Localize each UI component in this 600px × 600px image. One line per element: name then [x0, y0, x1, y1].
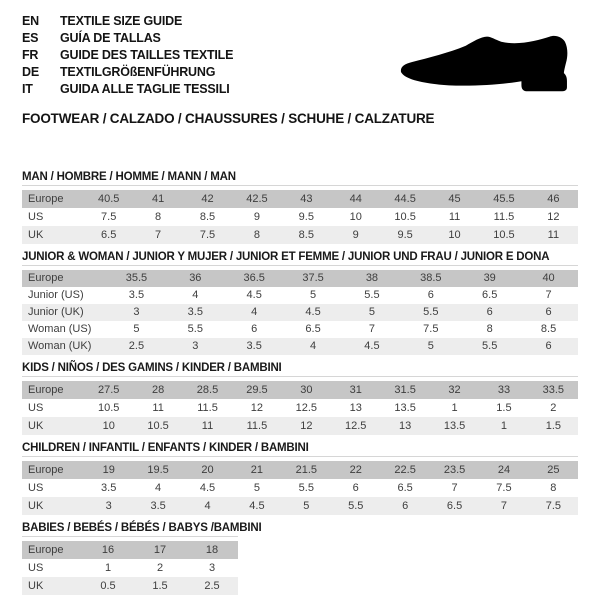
- size-cell: 4: [192, 289, 199, 301]
- size-cell: 6: [251, 323, 258, 335]
- language-code: IT: [22, 82, 33, 96]
- table-row-us: [22, 479, 578, 497]
- size-cell: 8.5: [199, 211, 216, 223]
- section-divider: [22, 536, 238, 537]
- size-cell: 12.5: [345, 420, 367, 432]
- size-cell: 10: [448, 229, 461, 241]
- size-cell: 31: [349, 384, 362, 396]
- size-cell: 22.5: [394, 464, 416, 476]
- size-cell: 5.5: [298, 482, 314, 494]
- row-label: Woman (UK): [28, 340, 92, 352]
- size-cell: 1: [104, 562, 112, 574]
- junior-woman-size-table: [22, 270, 578, 355]
- size-cell: 9.5: [397, 229, 413, 241]
- size-cell: 7: [368, 323, 375, 335]
- row-label: US: [28, 482, 44, 494]
- table-row-europe: [22, 381, 578, 399]
- size-cell: 10: [349, 211, 362, 223]
- language-label: GUIDA ALLE TAGLIE TESSILI: [60, 82, 230, 96]
- table-row-us: [22, 399, 578, 417]
- row-label: Europe: [28, 272, 64, 284]
- size-cell: 42.5: [246, 193, 268, 205]
- size-cell: 8.5: [540, 323, 557, 335]
- size-cell: 10.5: [147, 420, 169, 432]
- size-cell: 12: [250, 402, 264, 414]
- size-cell: 43: [300, 193, 313, 205]
- size-cell: 11: [201, 420, 214, 432]
- row-label: US: [28, 211, 44, 223]
- size-cell: 5.5: [348, 500, 364, 512]
- size-cell: 5: [133, 323, 140, 335]
- size-cell: 11: [152, 402, 164, 414]
- size-cell: 18: [205, 544, 219, 556]
- size-cell: 17: [153, 544, 167, 556]
- size-cell: 6: [545, 306, 552, 318]
- table-row-europe: [22, 270, 578, 287]
- size-cell: 3.5: [246, 340, 262, 352]
- size-cell: 8: [486, 323, 493, 335]
- size-cell: 2.5: [128, 340, 145, 352]
- man-size-table: [22, 190, 578, 244]
- section-divider: [22, 265, 578, 266]
- table-row-woman-uk: [22, 338, 578, 355]
- section-divider: [22, 376, 578, 377]
- size-cell: 3: [208, 562, 216, 574]
- size-cell: 39: [483, 272, 496, 284]
- size-cell: 11.5: [493, 211, 515, 223]
- section-kids: [22, 362, 578, 435]
- section-title: JUNIOR & WOMAN / JUNIOR Y MUJER / JUNIOR ET FEMME / JUNIOR UND FRAU / JUNIOR E DONA: [22, 251, 550, 263]
- size-cell: 13: [349, 402, 362, 414]
- row-label: Europe: [28, 193, 64, 205]
- size-cell: 9: [253, 211, 260, 223]
- size-cell: 3.5: [187, 306, 203, 318]
- size-cell: 21.5: [295, 464, 318, 476]
- size-cell: 38.5: [420, 272, 442, 284]
- size-cell: 45: [448, 193, 461, 205]
- size-cell: 16: [101, 544, 115, 556]
- size-cell: 10: [102, 420, 115, 432]
- size-cell: 11.5: [246, 420, 268, 432]
- row-label: Junior (US): [28, 289, 84, 301]
- size-cell: 3.5: [128, 289, 145, 301]
- size-cell: 4: [251, 306, 258, 318]
- language-label: TEXTILGRÖßENFÜHRUNG: [60, 65, 216, 79]
- row-label: UK: [28, 420, 44, 432]
- size-cell: 4.5: [364, 340, 380, 352]
- babies-size-table: [22, 541, 238, 595]
- language-code: DE: [22, 65, 39, 79]
- row-label: UK: [28, 500, 44, 512]
- size-cell: 9: [352, 229, 359, 241]
- section-title: BABIES / BEBÉS / BÉBÉS / BABYS /BAMBINI: [22, 522, 262, 534]
- table-row-junior-uk: [22, 304, 578, 321]
- size-cell: 6: [352, 482, 359, 494]
- size-cell: 27.5: [97, 384, 120, 396]
- size-cell: 12: [300, 420, 313, 432]
- size-cell: 5: [310, 289, 317, 301]
- size-cell: 35.5: [125, 272, 148, 284]
- size-cell: 7: [545, 289, 552, 301]
- size-cell: 6: [486, 306, 493, 318]
- size-cell: 7.5: [496, 482, 512, 494]
- size-cell: 6.5: [446, 500, 463, 512]
- size-cell: 36.5: [243, 272, 265, 284]
- size-cell: 7.5: [101, 211, 117, 223]
- row-label: Europe: [28, 544, 64, 556]
- size-cell: 7: [500, 500, 508, 512]
- table-row-europe: [22, 190, 578, 208]
- language-code: EN: [22, 14, 39, 28]
- table-row-uk: [22, 417, 578, 435]
- section-divider: [22, 185, 578, 186]
- size-cell: 0.5: [100, 580, 116, 592]
- table-row-us: [22, 559, 238, 577]
- size-cell: 6.5: [397, 482, 413, 494]
- size-cell: 7.5: [199, 229, 216, 241]
- size-cell: 32: [448, 384, 461, 396]
- size-cell: 9.5: [298, 211, 314, 223]
- row-label: UK: [28, 580, 44, 592]
- size-cell: 25: [547, 464, 560, 476]
- language-code: FR: [22, 48, 39, 62]
- size-cell: 28.5: [196, 384, 219, 396]
- language-label: GUIDE DES TAILLES TEXTILE: [60, 48, 234, 62]
- size-cell: 7: [155, 229, 162, 241]
- size-cell: 21: [250, 464, 264, 476]
- size-cell: 29.5: [246, 384, 268, 396]
- dress-shoe-icon: [398, 34, 570, 96]
- size-cell: 2: [156, 562, 164, 574]
- size-cell: 5: [253, 482, 260, 494]
- table-row-uk: [22, 226, 578, 244]
- language-label: TEXTILE SIZE GUIDE: [60, 14, 183, 28]
- table-row-us: [22, 208, 578, 226]
- size-cell: 10.5: [97, 402, 120, 414]
- table-row-uk: [22, 497, 578, 515]
- size-cell: 19: [102, 464, 115, 476]
- size-cell: 8: [253, 229, 260, 241]
- size-cell: 2: [550, 402, 557, 414]
- size-cell: 3: [105, 500, 112, 512]
- size-cell: 8.5: [298, 229, 314, 241]
- size-cell: 5.5: [187, 323, 203, 335]
- size-cell: 6: [427, 289, 434, 301]
- size-cell: 11: [547, 229, 560, 241]
- size-cell: 19.5: [147, 464, 169, 476]
- size-cell: 4.5: [246, 289, 262, 301]
- table-row-uk: [22, 577, 238, 595]
- section-divider: [22, 456, 578, 457]
- size-cell: 3.5: [101, 482, 117, 494]
- row-label: Europe: [28, 464, 64, 476]
- section-title: CHILDREN / INFANTIL / ENFANTS / KINDER / BAMBINI: [22, 442, 309, 454]
- row-label: Woman (US): [28, 323, 92, 335]
- size-cell: 36: [189, 272, 202, 284]
- size-cell: 44: [349, 193, 362, 205]
- size-cell: 11: [448, 211, 461, 223]
- size-cell: 3: [192, 340, 199, 352]
- section-junior-woman: [22, 251, 578, 355]
- size-cell: 3: [133, 306, 140, 318]
- size-cell: 4.5: [305, 306, 321, 318]
- size-cell: 12.5: [295, 402, 318, 414]
- page-title: FOOTWEAR / CALZADO / CHAUSSURES / SCHUHE / CALZATURE: [22, 111, 435, 126]
- size-cell: 1.5: [496, 402, 512, 414]
- size-cell: 45.5: [493, 193, 515, 205]
- language-label: GUÍA DE TALLAS: [60, 31, 161, 45]
- size-cell: 13: [399, 420, 412, 432]
- size-cell: 11.5: [197, 402, 218, 414]
- size-cell: 8: [155, 211, 162, 223]
- size-cell: 2.5: [204, 580, 220, 592]
- size-cell: 10.5: [493, 229, 515, 241]
- size-tables: [22, 171, 578, 595]
- size-cell: 7.5: [545, 500, 561, 512]
- size-cell: 40.5: [97, 193, 120, 205]
- size-cell: 6: [545, 340, 552, 352]
- size-cell: 41: [151, 193, 165, 205]
- size-cell: 31.5: [394, 384, 416, 396]
- size-cell: 4.5: [249, 500, 265, 512]
- size-cell: 30: [300, 384, 313, 396]
- size-cell: 33.5: [542, 384, 565, 396]
- size-cell: 7: [451, 482, 458, 494]
- row-label: US: [28, 562, 44, 574]
- table-row-europe: [22, 461, 578, 479]
- row-label: Europe: [28, 384, 64, 396]
- section-title: KIDS / NIÑOS / DES GAMINS / KINDER / BAMBINI: [22, 362, 282, 374]
- table-row-europe: [22, 541, 238, 559]
- size-cell: 4: [310, 340, 317, 352]
- size-cell: 1.5: [545, 420, 561, 432]
- language-code: ES: [22, 31, 39, 45]
- size-cell: 12: [547, 211, 560, 223]
- size-cell: 42: [201, 193, 214, 205]
- section-children: [22, 442, 578, 515]
- table-row-woman-us: [22, 321, 578, 338]
- size-cell: 6: [402, 500, 409, 512]
- size-cell: 5.5: [423, 306, 439, 318]
- children-size-table: [22, 461, 578, 515]
- size-cell: 6.5: [482, 289, 498, 301]
- size-cell: 4: [155, 482, 162, 494]
- size-cell: 1.5: [152, 580, 168, 592]
- size-cell: 4: [204, 500, 211, 512]
- size-cell: 13.5: [443, 420, 466, 432]
- size-cell: 5: [303, 500, 310, 512]
- kids-size-table: [22, 381, 578, 435]
- size-cell: 38: [365, 272, 379, 284]
- size-cell: 3.5: [150, 500, 166, 512]
- section-title: MAN / HOMBRE / HOMME / MANN / MAN: [22, 171, 236, 183]
- size-cell: 5: [368, 306, 375, 318]
- section-man: [22, 171, 578, 244]
- language-row-en: [22, 13, 578, 30]
- size-cell: 37.5: [302, 272, 324, 284]
- size-cell: 23.5: [443, 464, 466, 476]
- section-babies: [22, 522, 578, 595]
- size-cell: 5: [427, 340, 434, 352]
- size-cell: 7.5: [423, 323, 439, 335]
- size-cell: 1: [500, 420, 508, 432]
- size-cell: 1: [451, 402, 458, 414]
- size-cell: 40: [542, 272, 555, 284]
- size-cell: 46: [547, 193, 560, 205]
- size-cell: 5.5: [482, 340, 498, 352]
- size-cell: 5.5: [364, 289, 380, 301]
- row-label: US: [28, 402, 44, 414]
- size-cell: 6.5: [101, 229, 117, 241]
- size-cell: 8: [550, 482, 557, 494]
- size-cell: 44.5: [394, 193, 416, 205]
- size-cell: 6.5: [305, 323, 321, 335]
- size-cell: 33: [497, 384, 511, 396]
- size-cell: 20: [201, 464, 214, 476]
- size-cell: 28: [151, 384, 165, 396]
- row-label: Junior (UK): [28, 306, 84, 318]
- size-cell: 22: [349, 464, 362, 476]
- size-cell: 13.5: [394, 402, 416, 414]
- size-cell: 24: [497, 464, 511, 476]
- table-row-junior-us: [22, 287, 578, 304]
- size-cell: 4.5: [199, 482, 216, 494]
- row-label: UK: [28, 229, 44, 241]
- size-cell: 10.5: [394, 211, 416, 223]
